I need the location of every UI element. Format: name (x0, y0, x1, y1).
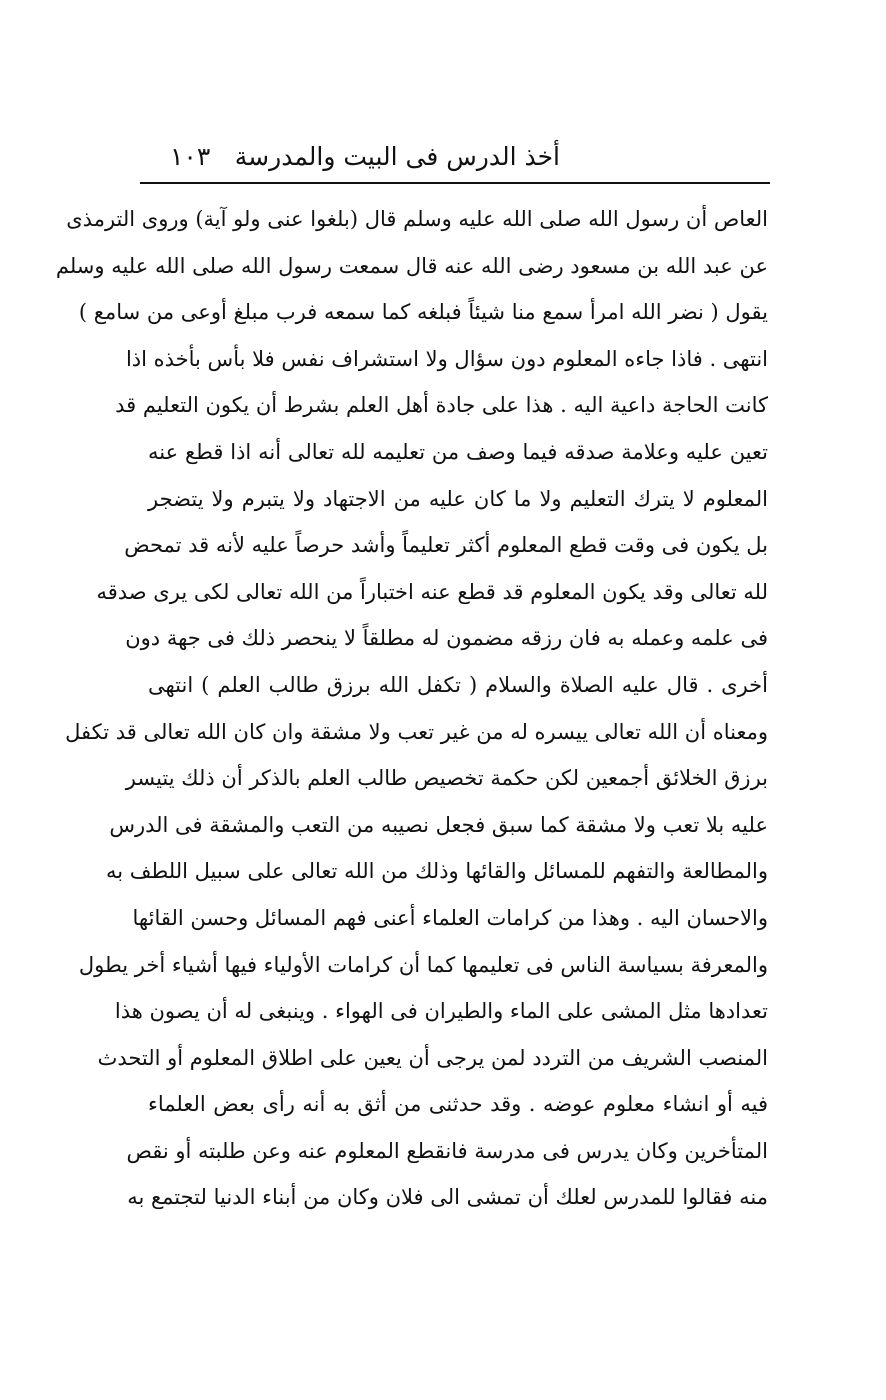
header-divider (140, 182, 770, 184)
page-header (140, 138, 770, 178)
body-text (55, 196, 768, 1221)
text-line: المنصب الشريف من التردد لمن يرجى أن يعين على اطلاق المعلوم أو التحدث (97, 1045, 768, 1070)
text-line: تعدادها مثل المشى على الماء والطيران فى الهواء . وينبغى له أن يصون هذا (114, 999, 768, 1024)
text-line: أخرى . قال عليه الصلاة والسلام ( تكفل الله برزق طالب العلم ) انتهى (148, 672, 768, 697)
text-line: فى علمه وعمله به فان رزقه مضمون له مطلقاً لا ينحصر ذلك فى جهة دون (125, 626, 768, 651)
text-line: فيه أو انشاء معلوم عوضه . وقد حدثنى من أثق به أنه رأى بعض العلماء (148, 1092, 768, 1117)
text-line: كانت الحاجة داعية اليه . هذا على جادة أهل العلم بشرط أن يكون التعليم قد (115, 393, 768, 418)
text-line: عن عبد الله بن مسعود رضى الله عنه قال سمعت رسول الله صلى الله عليه وسلم (55, 253, 768, 278)
text-line: والمطالعة والتفهم للمسائل والقائها وذلك من الله تعالى على سبيل اللطف به (106, 859, 768, 884)
text-line: والمعرفة بسياسة الناس فى تعليمها كما أن كرامات الأولياء فيها أشياء أخر يطول (78, 952, 768, 977)
running-title: أخذ الدرس فى البيت والمدرسة (234, 142, 560, 171)
text-line: منه فقالوا للمدرس لعلك أن تمشى الى فلان وكان من أبناء الدنيا لتجتمع به (127, 1185, 768, 1210)
text-line: لله تعالى وقد يكون المعلوم قد قطع عنه اختباراً من الله تعالى لكى يرى صدقه (96, 579, 768, 604)
text-line: برزق الخلائق أجمعين لكن حكمة تخصيص طالب العلم بالذكر أن ذلك يتيسر (125, 766, 768, 791)
page-number: ١٠٣ (170, 142, 211, 171)
text-line: يقول ( نضر الله امرأ سمع منا شيئاً فبلغه كما سمعه فرب مبلغ أوعى من سامع ) (78, 300, 768, 325)
text-line: عليه بلا تعب ولا مشقة كما سبق فجعل نصيبه من التعب والمشقة فى الدرس (109, 812, 768, 837)
text-line: العاص أن رسول الله صلى الله عليه وسلم قال (بلغوا عنى ولو آية) وروى الترمذى (66, 207, 768, 231)
text-line: تعين عليه وعلامة صدقه فيما وصف من تعليمه لله تعالى أنه اذا قطع عنه (148, 439, 768, 464)
text-line: بل يكون فى وقت قطع المعلوم أكثر تعليماً وأشد حرصاً عليه لأنه قد تمحض (124, 533, 768, 558)
text-line: المعلوم لا يترك التعليم ولا ما كان عليه من الاجتهاد ولا يتبرم ولا يتضجر (148, 486, 768, 511)
text-line: المتأخرين وكان يدرس فى مدرسة فانقطع المعلوم عنه وعن طلبته أو نقص (126, 1138, 768, 1163)
text-line: والاحسان اليه . وهذا من كرامات العلماء أعنى فهم المسائل وحسن القائها (132, 905, 768, 930)
text-line: انتهى . فاذا جاءه المعلوم دون سؤال ولا استشراف نفس فلا بأس بأخذه اذا (125, 346, 768, 371)
text-line: ومعناه أن الله تعالى ييسره له من غير تعب ولا مشقة وان كان الله تعالى قد تكفل (65, 719, 768, 744)
